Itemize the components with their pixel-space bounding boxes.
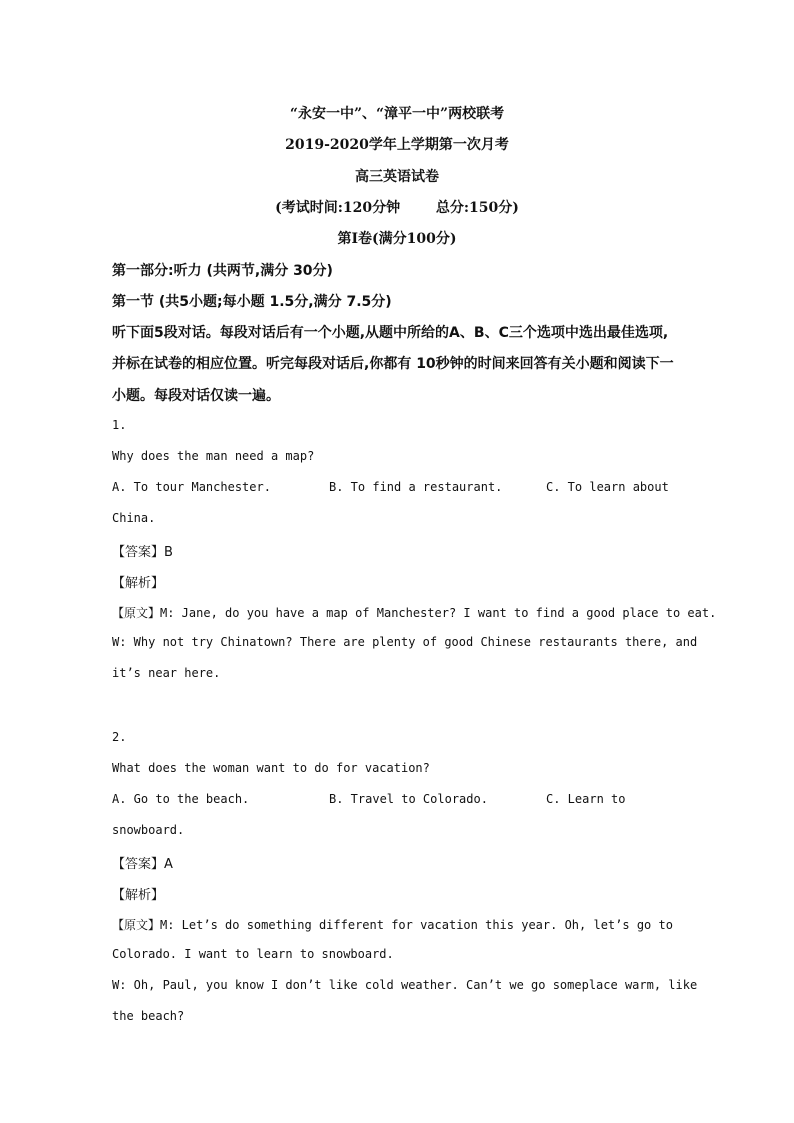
option-b: B. Travel to Colorado.	[329, 792, 488, 806]
part-heading: 第一部分:听力 (共两节,满分 30分)	[112, 263, 333, 279]
exam-time: (考试时间:120分钟	[275, 200, 401, 216]
paper-title: 高三英语试卷	[355, 169, 439, 185]
option-c: C. To learn about	[546, 480, 669, 494]
transcript-line: it’s near here.	[112, 666, 221, 680]
total-score: 总分:150分)	[435, 200, 519, 216]
school-title: “永安一中”、“漳平一中”两校联考	[289, 106, 505, 122]
question-number: 2.	[112, 730, 127, 744]
term-title: 2019-2020学年上学期第一次月考	[285, 137, 509, 153]
option-a: A. To tour Manchester.	[112, 480, 271, 494]
question-number: 1.	[112, 418, 127, 432]
option-a: A. Go to the beach.	[112, 792, 250, 806]
transcript-line: the beach?	[112, 1009, 185, 1023]
instruction-line: 并标在试卷的相应位置。听完每段对话后,你都有 10秒钟的时间来回答有关小题和阅读下一	[112, 356, 674, 372]
volume-title: 第Ⅰ卷(满分100分)	[337, 231, 457, 247]
option-b: B. To find a restaurant.	[329, 480, 503, 494]
transcript-line: 【原文】M: Let’s do something different for vacation this year. Oh, let’s go to	[112, 918, 673, 932]
instruction-line: 小题。每段对话仅读一遍。	[112, 388, 280, 404]
answer-label: 【答案】B	[112, 545, 173, 560]
transcript-line: Colorado. I want to learn to snowboard.	[112, 947, 394, 961]
option-c-continued: snowboard.	[112, 823, 185, 837]
instruction-line: 听下面5段对话。每段对话后有一个小题,从题中所给的A、B、C三个选项中选出最佳选项,	[112, 325, 669, 341]
transcript-line: 【原文】M: Jane, do you have a map of Manchester? I want to find a good place to eat.	[112, 606, 717, 620]
option-c-continued: China.	[112, 511, 156, 525]
section-heading: 第一节 (共5小题;每小题 1.5分,满分 7.5分)	[112, 294, 392, 310]
answer-label: 【答案】A	[112, 857, 173, 872]
transcript-line: W: Oh, Paul, you know I don’t like cold weather. Can’t we go someplace warm, like	[112, 978, 698, 992]
option-c: C. Learn to	[546, 792, 626, 806]
transcript-line: W: Why not try Chinatown? There are plenty of good Chinese restaurants there, and	[112, 635, 698, 649]
analysis-label: 【解析】	[112, 888, 165, 903]
exam-info	[0, 197, 794, 217]
question-text: Why does the man need a map?	[112, 449, 315, 463]
question-text: What does the woman want to do for vacation?	[112, 761, 430, 775]
analysis-label: 【解析】	[112, 576, 165, 591]
